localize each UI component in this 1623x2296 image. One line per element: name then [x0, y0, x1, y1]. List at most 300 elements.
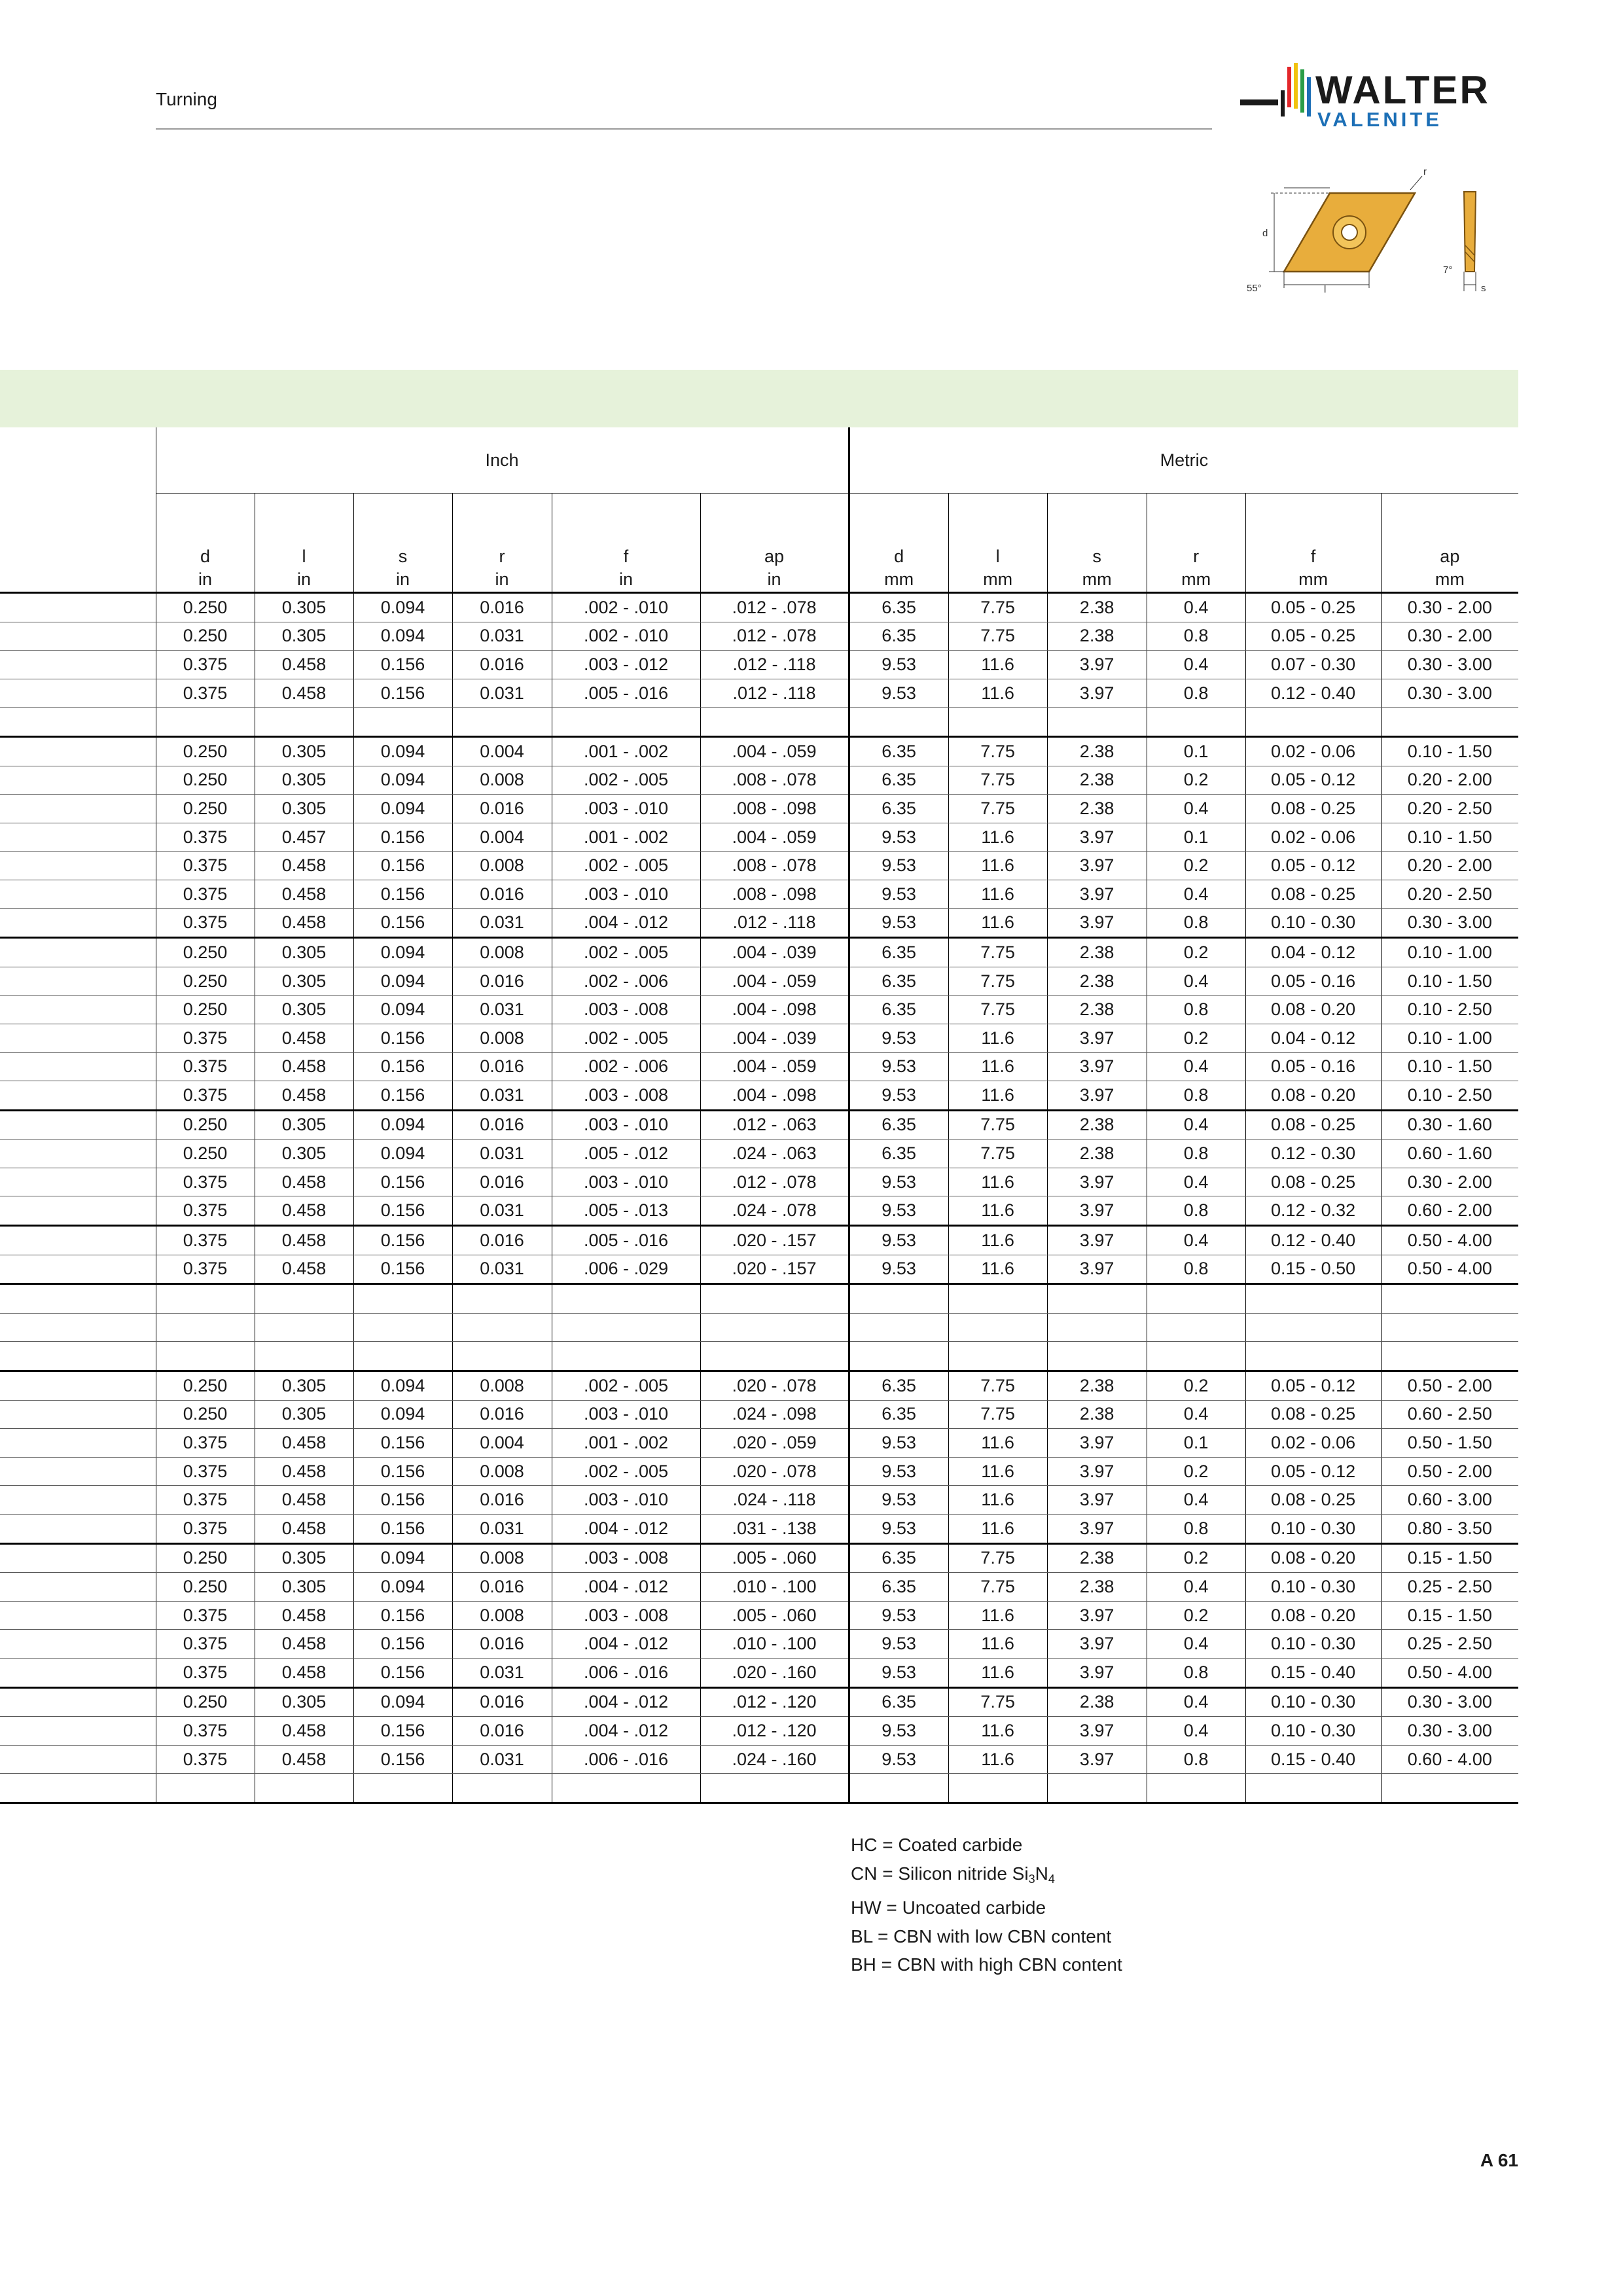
table-cell: 7.75 — [948, 795, 1047, 823]
table-cell: 11.6 — [948, 651, 1047, 679]
table-cell: 0.031 — [452, 1196, 552, 1226]
column-unit-in: in — [156, 567, 255, 593]
table-cell: 11.6 — [948, 1429, 1047, 1458]
table-cell: 0.50 - 1.50 — [1381, 1429, 1518, 1458]
table-cell: 0.094 — [353, 1371, 452, 1401]
designation-cell — [0, 1081, 156, 1111]
designation-cell — [0, 1573, 156, 1602]
designation-cell — [0, 1774, 156, 1803]
column-unit-in: in — [452, 567, 552, 593]
table-row — [0, 1196, 1518, 1226]
table-cell: 0.4 — [1147, 967, 1245, 996]
legend-item-bh: BH = CBN with high CBN content — [851, 1954, 1122, 1975]
table-cell — [552, 1284, 700, 1314]
table-cell: 0.50 - 2.00 — [1381, 1457, 1518, 1486]
column-header-l: l — [255, 545, 353, 567]
table-cell: 11.6 — [948, 1745, 1047, 1774]
table-cell — [255, 708, 353, 737]
table-row — [0, 908, 1518, 938]
table-cell: 6.35 — [849, 736, 948, 766]
table-cell: .008 - .098 — [700, 795, 849, 823]
table-cell: 0.305 — [255, 736, 353, 766]
table-row — [0, 1429, 1518, 1458]
table-cell: .002 - .005 — [552, 766, 700, 795]
table-cell: 0.12 - 0.40 — [1245, 679, 1381, 708]
table-row — [0, 1658, 1518, 1687]
table-cell: 0.375 — [156, 1429, 255, 1458]
table-cell: 0.20 - 2.50 — [1381, 795, 1518, 823]
designation-cell — [0, 1226, 156, 1255]
table-cell: 0.305 — [255, 1400, 353, 1429]
legend-item-cn: CN = Silicon nitride $Si_3N_4$ — [851, 1863, 1055, 1886]
table-cell: 0.305 — [255, 622, 353, 651]
table-cell — [156, 1342, 255, 1371]
table-cell: 0.20 - 2.00 — [1381, 766, 1518, 795]
table-cell: .003 - .010 — [552, 880, 700, 908]
table-cell: 0.2 — [1147, 1024, 1245, 1052]
table-cell: .012 - .063 — [700, 1110, 849, 1139]
column-header-f: f — [1245, 545, 1381, 567]
table-cell: 0.094 — [353, 795, 452, 823]
table-cell — [948, 1342, 1047, 1371]
table-row — [0, 651, 1518, 679]
table-cell: 9.53 — [849, 852, 948, 880]
table-cell: .020 - .059 — [700, 1429, 849, 1458]
table-cell — [1047, 1284, 1147, 1314]
table-cell: 0.05 - 0.12 — [1245, 852, 1381, 880]
table-cell: 0.1 — [1147, 736, 1245, 766]
table-cell — [353, 1774, 452, 1803]
table-cell: 0.156 — [353, 651, 452, 679]
table-cell: 9.53 — [849, 1052, 948, 1081]
table-cell: .012 - .078 — [700, 622, 849, 651]
table-cell: 0.30 - 3.00 — [1381, 908, 1518, 938]
table-cell: 9.53 — [849, 1658, 948, 1687]
table-cell: 0.30 - 3.00 — [1381, 679, 1518, 708]
legend-item-bl: BL = CBN with low CBN content — [851, 1926, 1112, 1946]
table-cell: 0.10 - 1.50 — [1381, 823, 1518, 852]
table-cell: 0.4 — [1147, 1168, 1245, 1196]
table-cell: 0.156 — [353, 1081, 452, 1111]
table-cell: 3.97 — [1047, 823, 1147, 852]
table-row — [0, 1081, 1518, 1111]
table-cell — [1245, 1774, 1381, 1803]
table-cell: 7.75 — [948, 1371, 1047, 1401]
table-cell: 0.305 — [255, 1687, 353, 1717]
table-cell: 0.10 - 1.50 — [1381, 736, 1518, 766]
table-cell: 0.8 — [1147, 1139, 1245, 1168]
table-cell: 0.458 — [255, 1255, 353, 1284]
table-cell: 0.156 — [353, 852, 452, 880]
table-cell — [452, 1313, 552, 1342]
designation-cell — [0, 938, 156, 967]
table-cell — [255, 1774, 353, 1803]
table-cell: 0.8 — [1147, 679, 1245, 708]
table-cell: 0.156 — [353, 823, 452, 852]
table-row — [0, 1313, 1518, 1342]
designation-cell — [0, 1601, 156, 1630]
table-cell: 0.05 - 0.16 — [1245, 967, 1381, 996]
column-group-row — [0, 427, 1518, 493]
table-cell: .004 - .012 — [552, 1515, 700, 1544]
table-cell — [1381, 1313, 1518, 1342]
table-cell: 0.458 — [255, 1515, 353, 1544]
logo-wordmark-valenite: VALENITE — [1317, 108, 1442, 131]
table-row — [0, 622, 1518, 651]
table-cell: 0.2 — [1147, 766, 1245, 795]
table-row — [0, 1400, 1518, 1429]
table-cell: .024 - .063 — [700, 1139, 849, 1168]
table-cell: 0.375 — [156, 908, 255, 938]
designation-cell — [0, 1543, 156, 1573]
table-cell: 0.016 — [452, 1168, 552, 1196]
table-cell — [1047, 708, 1147, 737]
table-cell — [353, 1313, 452, 1342]
table-cell: 0.305 — [255, 1139, 353, 1168]
table-cell: 0.250 — [156, 1139, 255, 1168]
table-cell: 0.8 — [1147, 1658, 1245, 1687]
table-cell: 0.08 - 0.25 — [1245, 1168, 1381, 1196]
table-cell: 0.156 — [353, 1601, 452, 1630]
table-cell: 0.8 — [1147, 1081, 1245, 1111]
table-cell — [849, 1342, 948, 1371]
table-cell: 6.35 — [849, 1371, 948, 1401]
table-cell: 7.75 — [948, 996, 1047, 1024]
table-row — [0, 852, 1518, 880]
table-cell: 0.156 — [353, 1255, 452, 1284]
table-cell: 0.016 — [452, 795, 552, 823]
table-cell: .005 - .060 — [700, 1601, 849, 1630]
table-cell: 0.1 — [1147, 1429, 1245, 1458]
table-cell: 9.53 — [849, 1255, 948, 1284]
header-rule — [156, 128, 1212, 130]
table-cell — [948, 1284, 1047, 1314]
table-cell: 3.97 — [1047, 1601, 1147, 1630]
table-cell — [700, 1313, 849, 1342]
table-cell — [849, 1284, 948, 1314]
designation-cell — [0, 1429, 156, 1458]
table-cell: .002 - .006 — [552, 1052, 700, 1081]
column-header-f: f — [552, 545, 700, 567]
table-cell: 0.50 - 2.00 — [1381, 1371, 1518, 1401]
table-cell: .020 - .157 — [700, 1226, 849, 1255]
table-cell: 11.6 — [948, 1601, 1047, 1630]
table-cell: 9.53 — [849, 1457, 948, 1486]
table-cell: 0.30 - 3.00 — [1381, 1687, 1518, 1717]
table-cell: 0.094 — [353, 622, 452, 651]
table-cell: .004 - .012 — [552, 1630, 700, 1659]
table-cell: 0.05 - 0.12 — [1245, 766, 1381, 795]
table-cell: 0.305 — [255, 938, 353, 967]
table-cell: 0.10 - 0.30 — [1245, 1515, 1381, 1544]
table-cell: 9.53 — [849, 1081, 948, 1111]
table-cell: 6.35 — [849, 795, 948, 823]
table-cell: 0.2 — [1147, 1457, 1245, 1486]
designation-cell — [0, 1284, 156, 1314]
table-row — [0, 1515, 1518, 1544]
table-cell: 0.458 — [255, 651, 353, 679]
table-cell: 0.008 — [452, 1543, 552, 1573]
table-cell: 0.25 - 2.50 — [1381, 1630, 1518, 1659]
table-cell — [1245, 1313, 1381, 1342]
table-cell — [1245, 708, 1381, 737]
table-cell: 6.35 — [849, 938, 948, 967]
table-row — [0, 1687, 1518, 1717]
table-cell: 0.156 — [353, 1052, 452, 1081]
table-cell: 0.02 - 0.06 — [1245, 1429, 1381, 1458]
designation-cell — [0, 708, 156, 737]
designation-cell — [0, 1687, 156, 1717]
table-row — [0, 1601, 1518, 1630]
table-cell: 0.80 - 3.50 — [1381, 1515, 1518, 1544]
column-header-ap: ap — [700, 545, 849, 567]
table-row — [0, 1457, 1518, 1486]
table-cell: 0.375 — [156, 1745, 255, 1774]
table-cell: 0.08 - 0.20 — [1245, 1601, 1381, 1630]
table-cell: .005 - .060 — [700, 1543, 849, 1573]
table-cell: 7.75 — [948, 967, 1047, 996]
table-cell: 0.031 — [452, 1081, 552, 1111]
table-cell: .003 - .010 — [552, 1486, 700, 1515]
table-cell: 0.08 - 0.25 — [1245, 795, 1381, 823]
table-cell: 0.30 - 2.00 — [1381, 1168, 1518, 1196]
table-cell: 0.8 — [1147, 996, 1245, 1024]
table-cell: 0.375 — [156, 1255, 255, 1284]
table-cell: 9.53 — [849, 1601, 948, 1630]
table-cell: 0.458 — [255, 1630, 353, 1659]
table-row — [0, 1630, 1518, 1659]
table-row — [0, 1486, 1518, 1515]
table-cell: 0.10 - 0.30 — [1245, 1630, 1381, 1659]
table-cell: 11.6 — [948, 1486, 1047, 1515]
table-cell: 0.250 — [156, 622, 255, 651]
table-cell: .001 - .002 — [552, 1429, 700, 1458]
table-cell: 0.4 — [1147, 1226, 1245, 1255]
table-cell: 0.375 — [156, 651, 255, 679]
table-cell: 0.016 — [452, 1052, 552, 1081]
table-cell: 6.35 — [849, 766, 948, 795]
table-cell: 0.305 — [255, 1543, 353, 1573]
table-cell — [1147, 708, 1245, 737]
table-cell: 2.38 — [1047, 1139, 1147, 1168]
table-cell: .001 - .002 — [552, 823, 700, 852]
table-row — [0, 1139, 1518, 1168]
table-cell: 9.53 — [849, 679, 948, 708]
table-cell — [1381, 1284, 1518, 1314]
table-cell: 0.094 — [353, 736, 452, 766]
designation-cell — [0, 1342, 156, 1371]
table-cell: 0.156 — [353, 1515, 452, 1544]
table-cell: 0.004 — [452, 823, 552, 852]
table-cell: 0.2 — [1147, 852, 1245, 880]
table-cell: .012 - .078 — [700, 593, 849, 622]
designation-cell — [0, 1371, 156, 1401]
table-cell: 9.53 — [849, 1515, 948, 1544]
table-row — [0, 736, 1518, 766]
table-cell: 0.375 — [156, 1024, 255, 1052]
table-cell — [156, 1313, 255, 1342]
table-cell: 0.016 — [452, 1717, 552, 1746]
table-cell: 11.6 — [948, 1717, 1047, 1746]
designation-cell — [0, 880, 156, 908]
table-cell: 6.35 — [849, 1110, 948, 1139]
table-cell: 0.07 - 0.30 — [1245, 651, 1381, 679]
table-cell: 0.10 - 1.50 — [1381, 967, 1518, 996]
table-cell: 0.2 — [1147, 1543, 1245, 1573]
table-cell: 9.53 — [849, 1226, 948, 1255]
table-cell: .004 - .059 — [700, 736, 849, 766]
table-cell: 9.53 — [849, 1168, 948, 1196]
table-cell: 0.305 — [255, 593, 353, 622]
table-cell: 9.53 — [849, 823, 948, 852]
table-cell — [849, 1313, 948, 1342]
table-row — [0, 1168, 1518, 1196]
table-cell — [849, 708, 948, 737]
designation-cell — [0, 908, 156, 938]
table-row — [0, 1774, 1518, 1803]
table-cell: 0.156 — [353, 1457, 452, 1486]
table-cell: 0.305 — [255, 967, 353, 996]
logo-wordmark-walter: WALTER — [1315, 68, 1490, 112]
table-cell: 0.8 — [1147, 1515, 1245, 1544]
table-cell: 0.02 - 0.06 — [1245, 736, 1381, 766]
table-cell: 7.75 — [948, 1573, 1047, 1602]
table-cell: 0.05 - 0.12 — [1245, 1371, 1381, 1401]
designation-cell — [0, 766, 156, 795]
table-cell: 0.458 — [255, 1658, 353, 1687]
column-unit-in: in — [255, 567, 353, 593]
table-cell: 3.97 — [1047, 1630, 1147, 1659]
table-cell: 6.35 — [849, 593, 948, 622]
column-unit-mm: mm — [1147, 567, 1245, 593]
table-cell: 9.53 — [849, 1196, 948, 1226]
table-cell: .003 - .010 — [552, 1110, 700, 1139]
table-cell — [1245, 1284, 1381, 1314]
table-cell: .006 - .029 — [552, 1255, 700, 1284]
table-cell: 0.4 — [1147, 880, 1245, 908]
table-cell: 0.004 — [452, 1429, 552, 1458]
table-cell: 11.6 — [948, 1081, 1047, 1111]
table-cell: 0.458 — [255, 880, 353, 908]
table-cell: 0.50 - 4.00 — [1381, 1658, 1518, 1687]
column-unit-mm: mm — [849, 567, 948, 593]
table-cell: 11.6 — [948, 679, 1047, 708]
table-cell: 0.250 — [156, 1687, 255, 1717]
table-cell: 0.375 — [156, 852, 255, 880]
table-cell: 0.250 — [156, 996, 255, 1024]
table-cell: .002 - .010 — [552, 622, 700, 651]
table-cell: 0.031 — [452, 1658, 552, 1687]
designation-cell — [0, 1457, 156, 1486]
table-cell: 0.1 — [1147, 823, 1245, 852]
table-cell: 0.2 — [1147, 938, 1245, 967]
table-row — [0, 1255, 1518, 1284]
table-cell: 0.008 — [452, 766, 552, 795]
table-cell: 0.250 — [156, 938, 255, 967]
column-header-ap: ap — [1381, 545, 1518, 567]
table-cell: .004 - .059 — [700, 1052, 849, 1081]
table-cell: 0.8 — [1147, 1745, 1245, 1774]
table-cell: 3.97 — [1047, 1745, 1147, 1774]
table-cell: 0.375 — [156, 1515, 255, 1544]
table-cell: 0.458 — [255, 1024, 353, 1052]
table-cell: 3.97 — [1047, 1717, 1147, 1746]
table-cell: 3.97 — [1047, 1168, 1147, 1196]
designation-cell — [0, 1658, 156, 1687]
table-cell: 7.75 — [948, 1139, 1047, 1168]
table-cell: 0.305 — [255, 1573, 353, 1602]
table-cell: 0.156 — [353, 1717, 452, 1746]
table-cell: 6.35 — [849, 622, 948, 651]
designation-cell — [0, 1745, 156, 1774]
table-cell: .003 - .010 — [552, 1400, 700, 1429]
table-cell: .004 - .012 — [552, 908, 700, 938]
table-cell — [849, 1774, 948, 1803]
table-cell: 6.35 — [849, 1687, 948, 1717]
table-cell: 0.156 — [353, 1486, 452, 1515]
table-row — [0, 1110, 1518, 1139]
table-cell: 0.156 — [353, 1658, 452, 1687]
table-cell: 3.97 — [1047, 1052, 1147, 1081]
table-cell — [552, 708, 700, 737]
table-cell: .004 - .039 — [700, 1024, 849, 1052]
table-cell: 3.97 — [1047, 1024, 1147, 1052]
table-cell: 7.75 — [948, 766, 1047, 795]
table-cell: .002 - .010 — [552, 593, 700, 622]
table-cell: 0.458 — [255, 852, 353, 880]
table-cell: .002 - .005 — [552, 1371, 700, 1401]
table-cell — [156, 1774, 255, 1803]
table-cell: 0.375 — [156, 1081, 255, 1111]
designation-cell — [0, 736, 156, 766]
table-cell: 0.031 — [452, 1515, 552, 1544]
table-cell: 11.6 — [948, 1052, 1047, 1081]
table-cell: 2.38 — [1047, 736, 1147, 766]
table-cell: 0.15 - 0.40 — [1245, 1745, 1381, 1774]
table-cell: 0.375 — [156, 1601, 255, 1630]
table-cell: .003 - .008 — [552, 1081, 700, 1111]
table-cell: 0.016 — [452, 1687, 552, 1717]
table-cell: 0.4 — [1147, 1052, 1245, 1081]
table-cell: .006 - .016 — [552, 1745, 700, 1774]
grade-legend — [851, 1831, 1122, 1979]
table-cell: 0.375 — [156, 1717, 255, 1746]
table-cell: 0.094 — [353, 938, 452, 967]
table-row — [0, 1543, 1518, 1573]
table-cell: .005 - .012 — [552, 1139, 700, 1168]
legend-item-hw: HW = Uncoated carbide — [851, 1897, 1046, 1918]
table-row — [0, 1342, 1518, 1371]
table-cell: 11.6 — [948, 823, 1047, 852]
table-cell: 3.97 — [1047, 852, 1147, 880]
table-cell: 0.30 - 2.00 — [1381, 622, 1518, 651]
table-cell: 0.25 - 2.50 — [1381, 1573, 1518, 1602]
table-cell: 0.08 - 0.20 — [1245, 996, 1381, 1024]
table-cell: .020 - .157 — [700, 1255, 849, 1284]
table-cell: 0.305 — [255, 1371, 353, 1401]
table-cell: 0.094 — [353, 1110, 452, 1139]
table-cell: 0.094 — [353, 1400, 452, 1429]
table-cell: 0.031 — [452, 1255, 552, 1284]
table-cell: .003 - .010 — [552, 795, 700, 823]
table-cell: 0.20 - 2.50 — [1381, 880, 1518, 908]
table-cell: 0.016 — [452, 967, 552, 996]
table-row — [0, 938, 1518, 967]
designation-cell — [0, 651, 156, 679]
table-cell: .008 - .078 — [700, 852, 849, 880]
table-cell: 2.38 — [1047, 996, 1147, 1024]
table-cell: 0.10 - 0.30 — [1245, 1573, 1381, 1602]
